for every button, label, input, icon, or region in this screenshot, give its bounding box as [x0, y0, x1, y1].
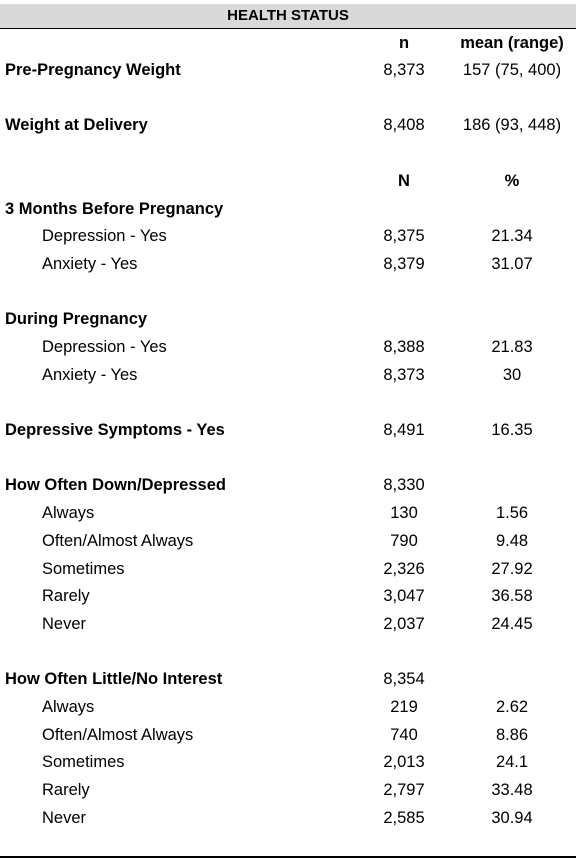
row-n: 3,047 — [383, 587, 425, 605]
row-n: 8,379 — [383, 255, 425, 273]
section-header-during-pregnancy — [0, 306, 576, 333]
row-label: Rarely — [42, 587, 90, 605]
row-n: 790 — [390, 532, 418, 550]
section-header-little-interest — [0, 666, 576, 693]
row-stat: 8.86 — [495, 726, 529, 744]
row-label: Depression - Yes — [42, 338, 167, 356]
row-stat: 2.62 — [495, 698, 529, 716]
row-n: 8,373 — [383, 366, 425, 384]
row-label: Often/Almost Always — [42, 726, 194, 744]
row-n: 8,373 — [383, 61, 425, 79]
row-label: Always — [42, 504, 95, 522]
row-n: 2,326 — [383, 560, 425, 578]
col-header-mean-range: mean (range) — [460, 34, 564, 52]
table-row — [0, 362, 576, 389]
row-label: Sometimes — [42, 560, 125, 578]
row-label: Never — [42, 615, 87, 633]
row-n: 2,013 — [383, 753, 425, 771]
row-stat: 36.58 — [491, 587, 533, 605]
row-n: 130 — [390, 504, 418, 522]
table-row-depressive-symptoms — [0, 417, 576, 444]
row-stat: 21.34 — [491, 227, 533, 245]
row-label: Never — [42, 809, 87, 827]
table-row — [0, 694, 576, 721]
section-n: 8,354 — [383, 670, 425, 688]
row-n: 8,388 — [383, 338, 425, 356]
row-n: 8,491 — [383, 421, 425, 439]
row-label: Always — [42, 698, 95, 716]
row-label: Pre-Pregnancy Weight — [5, 61, 181, 79]
row-stat: 24.45 — [491, 615, 533, 633]
row-label: Weight at Delivery — [5, 116, 148, 134]
row-n: 219 — [390, 698, 418, 716]
row-n: 2,797 — [383, 781, 425, 799]
table-row — [0, 805, 576, 832]
row-label: Anxiety - Yes — [42, 255, 138, 273]
section-header-down-depressed — [0, 472, 576, 499]
row-stat: 30.94 — [491, 809, 533, 827]
row-stat: 21.83 — [491, 338, 533, 356]
row-label: Often/Almost Always — [42, 532, 194, 550]
row-stat: 27.92 — [491, 560, 533, 578]
table-row — [0, 528, 576, 555]
section-header-before-pregnancy — [0, 196, 576, 223]
section-label: 3 Months Before Pregnancy — [5, 200, 224, 218]
row-label: Depression - Yes — [42, 227, 167, 245]
table-row — [0, 223, 576, 250]
column-header-row-2 — [0, 168, 576, 195]
section-label: How Often Little/No Interest — [5, 670, 223, 688]
table-row — [0, 583, 576, 610]
table-row — [0, 251, 576, 278]
row-stat: 16.35 — [491, 421, 533, 439]
column-header-row — [0, 30, 576, 57]
section-label: How Often Down/Depressed — [5, 476, 226, 494]
row-stat: 24.1 — [495, 753, 529, 771]
section-label: During Pregnancy — [5, 310, 148, 328]
row-stat: 186 (93, 448) — [462, 116, 562, 134]
section-n: 8,330 — [383, 476, 425, 494]
col-header-N: N — [398, 172, 410, 190]
row-n: 2,037 — [383, 615, 425, 633]
row-stat: 157 (75, 400) — [462, 61, 562, 79]
col-header-percent: % — [504, 172, 520, 190]
table-row — [0, 749, 576, 776]
table-row — [0, 777, 576, 804]
row-n: 2,585 — [383, 809, 425, 827]
row-n: 8,408 — [383, 116, 425, 134]
col-header-n: n — [398, 34, 410, 52]
row-label: Anxiety - Yes — [42, 366, 138, 384]
row-stat: 31.07 — [491, 255, 533, 273]
row-n: 8,375 — [383, 227, 425, 245]
table-row — [0, 334, 576, 361]
table-title: HEALTH STATUS — [0, 4, 576, 29]
row-stat: 33.48 — [491, 781, 533, 799]
table-row — [0, 722, 576, 749]
table-row — [0, 500, 576, 527]
row-stat: 30 — [502, 366, 522, 384]
table-row-pre-pregnancy-weight — [0, 57, 576, 84]
row-label: Sometimes — [42, 753, 125, 771]
row-label: Rarely — [42, 781, 90, 799]
table-row — [0, 556, 576, 583]
row-stat: 9.48 — [495, 532, 529, 550]
table-row — [0, 611, 576, 638]
row-label: Depressive Symptoms - Yes — [5, 421, 225, 439]
bottom-rule — [0, 856, 576, 858]
row-stat: 1.56 — [495, 504, 529, 522]
table-row-weight-at-delivery — [0, 112, 576, 139]
row-n: 740 — [390, 726, 418, 744]
